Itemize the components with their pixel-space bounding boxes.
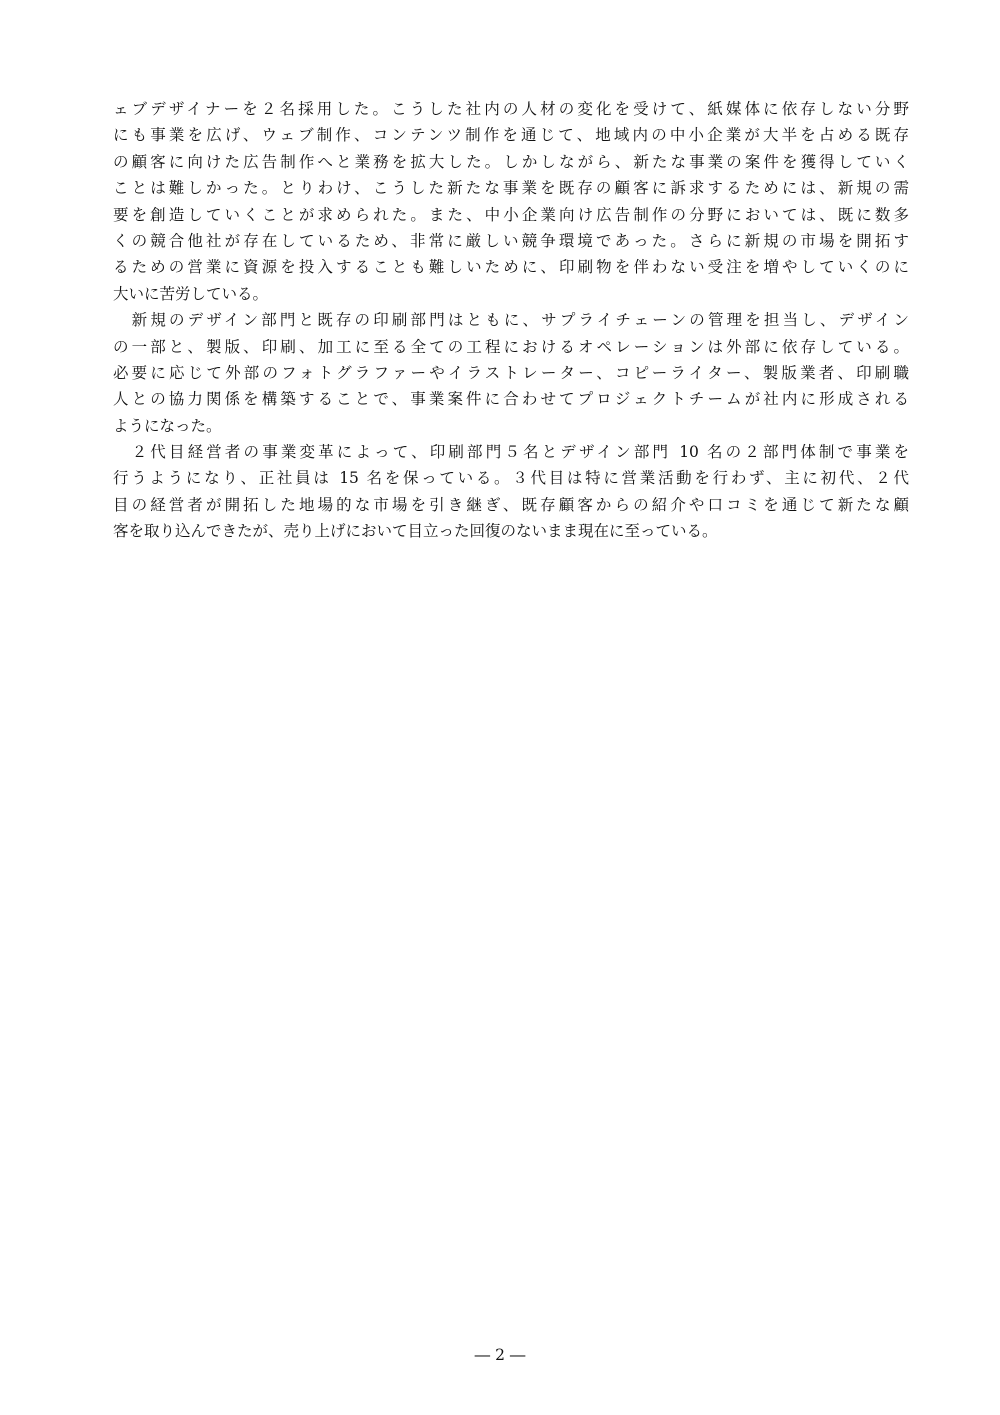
text-line: 客を取り込んできたが、売り上げにおいて目立った回復のないまま現在に至っている。 xyxy=(113,522,718,541)
text-line: 目の経営者が開拓した地場的な市場を引き継ぎ、既存顧客からの紹介や口コミを通じて新たな顧 xyxy=(113,495,909,514)
paragraph-3 xyxy=(113,439,909,545)
text-line: るための営業に資源を投入することも難しいために、印刷物を伴わない受注を増やしていくのに xyxy=(113,258,909,277)
text-line: 行うようになり、正社員は 15 名を保っている。３代目は特に営業活動を行わず、主に初代、２代 xyxy=(113,469,909,488)
text-line: 人との協力関係を構築することで、事業案件に合わせてプロジェクトチームが社内に形成される xyxy=(113,390,909,409)
paragraph-1 xyxy=(113,96,909,307)
text-line: ェブデザイナーを２名採用した。こうした社内の人材の変化を受けて、紙媒体に依存しない分野 xyxy=(113,100,909,118)
text-line: くの競合他社が存在しているため、非常に厳しい競争環境であった。さらに新規の市場を開拓す xyxy=(113,231,909,250)
text-line: の顧客に向けた広告制作へと業務を拡大した。しかしながら、新たな事業の案件を獲得していく xyxy=(113,152,909,171)
document-body xyxy=(113,96,909,545)
text-line: 大いに苦労している。 xyxy=(113,284,269,303)
paragraph-2 xyxy=(113,307,909,439)
page-number: ― 2 ― xyxy=(474,1346,526,1364)
text-line: 要を創造していくことが求められた。また、中小企業向け広告制作の分野においては、既に数多 xyxy=(113,205,909,224)
text-line: ２代目経営者の事業変革によって、印刷部門５名とデザイン部門 10 名の２部門体制で事業を xyxy=(113,443,909,462)
text-line: の一部と、製版、印刷、加工に至る全ての工程におけるオペレーションは外部に依存している。 xyxy=(113,337,909,356)
text-line: ようになった。 xyxy=(113,416,222,435)
text-line: 新規のデザイン部門と既存の印刷部門はともに、サプライチェーンの管理を担当し、デザイン xyxy=(113,311,909,330)
text-line: 必要に応じて外部のフォトグラファーやイラストレーター、コピーライター、製版業者、印刷職 xyxy=(113,363,909,382)
text-line: ことは難しかった。とりわけ、こうした新たな事業を既存の顧客に訴求するためには、新規の需 xyxy=(113,179,909,198)
text-line: にも事業を広げ、ウェブ制作、コンテンツ制作を通じて、地域内の中小企業が大半を占める既存 xyxy=(113,126,909,145)
